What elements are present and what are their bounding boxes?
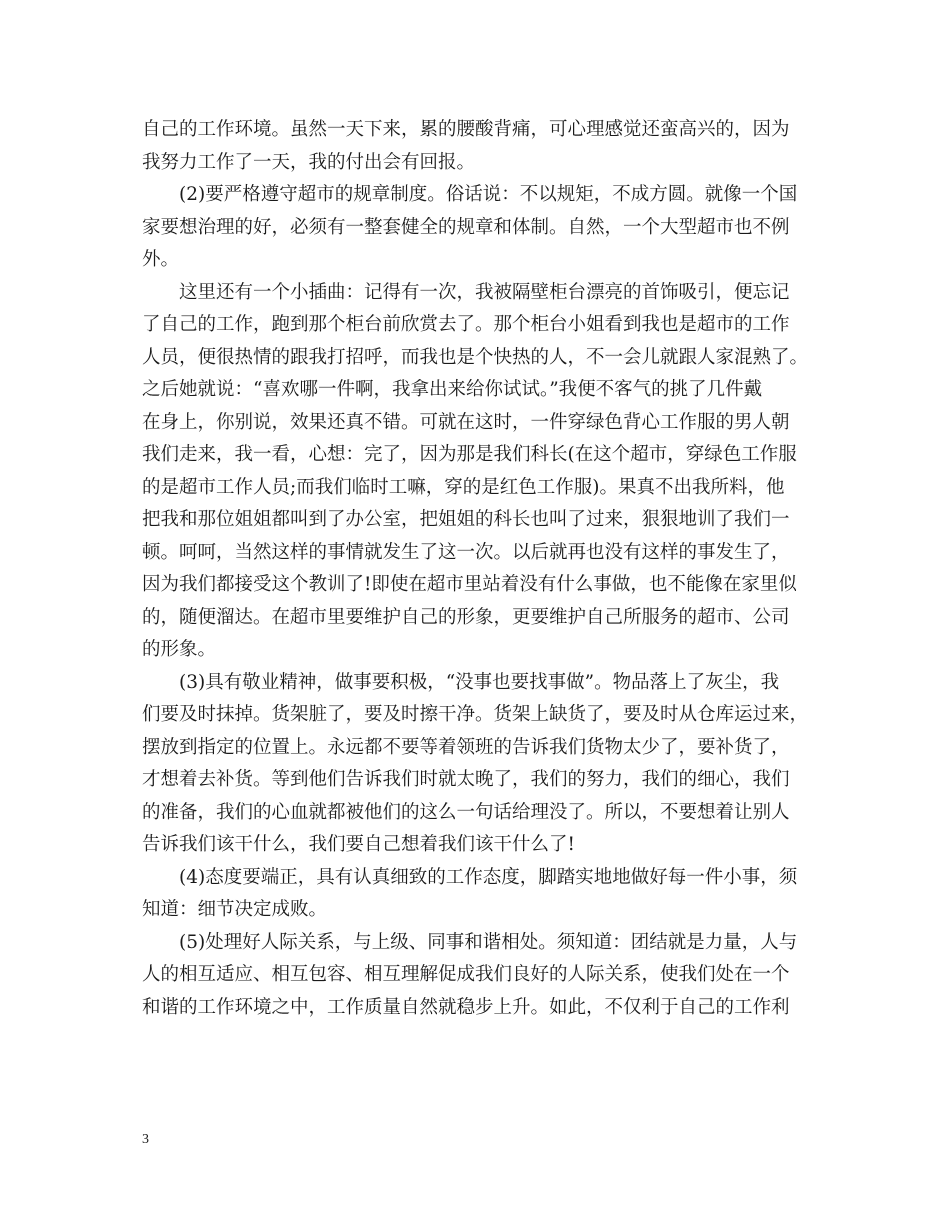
paragraph-4: (3)具有敬业精神，做事要积极，“没事也要找事做”。物品落上了灰尘，我 们要及时抹掉。货架脏了，要及时擦干净。货架上缺货了，要及时从仓库运过来， 摆放到指定的位置上。永远都不要等着领班的告诉我们货物太少了，要补货了， 才想着去补货。等到他们告诉我们时就太晚了，我们的努力，我们的细心，我们 的准备，我们的心血就都被他们的这么一句话给理没了。所以，不要想着让别人 告诉我们该干什么，我们要自己想着我们该干什么了! bbox=[142, 671, 809, 855]
paragraph-5: (4)态度要端正，具有认真细致的工作态度，脚踏实地地做好每一件小事，须 知道：细节决定成败。 bbox=[142, 866, 798, 920]
body-text bbox=[142, 114, 812, 1024]
page-number: 3 bbox=[142, 1132, 149, 1147]
paragraph-3: 这里还有一个小插曲：记得有一次，我被隔壁柜台漂亮的首饰吸引，便忘记 了自己的工作，跑到那个柜台前欣赏去了。那个柜台小姐看到我也是超市的工作 人员，便很热情的跟我打招呼，而我也是个快热的人，不一会儿就跟人家混熟了。 之后她就说：“喜欢哪一件啊，我拿出来给你试试。”我便不客气的挑了几件戴 在身上，你别说，效果还真不错。可就在这时，一件穿绿色背心工作服的男人朝 我们走来，我一看，心想：完了，因为那是我们科长(在这个超市，穿绿色工作服 的是超市工作人员;而我们临时工嘛，穿的是红色工作服)。果真不出我所料，他 把我和那位姐姐都叫到了办公室，把姐姐的科长也叫了过来，狠狠地训了我们一 顿。呵呵，当然这样的事情就发生了这一次。以后就再也没有这样的事发生了， 因为我们都接受这个教训了!即使在超市里站着没有什么事做，也不能像在家里似 的，随便溜达。在超市里要维护自己的形象，更要维护自己所服务的超市、公司 的形象。 bbox=[142, 281, 809, 660]
paragraph-2: (2)要严格遵守超市的规章制度。俗话说：不以规矩，不成方圆。就像一个国 家要想治理的好，必须有一整套健全的规章和体制。自然，一个大型超市也不例 外。 bbox=[142, 184, 798, 270]
paragraph-1: 自己的工作环境。虽然一天下来，累的腰酸背痛，可心理感觉还蛮高兴的，因为 我努力工作了一天，我的付出会有回报。 bbox=[142, 119, 790, 173]
paragraph-6: (5)处理好人际关系，与上级、同事和谐相处。须知道：团结就是力量，人与 人的相互适应、相互包容、相互理解促成我们良好的人际关系，使我们处在一个 和谐的工作环境之中，工作质量自然就稳步上升。如此，不仅利于自己的工作利 bbox=[142, 931, 798, 1018]
